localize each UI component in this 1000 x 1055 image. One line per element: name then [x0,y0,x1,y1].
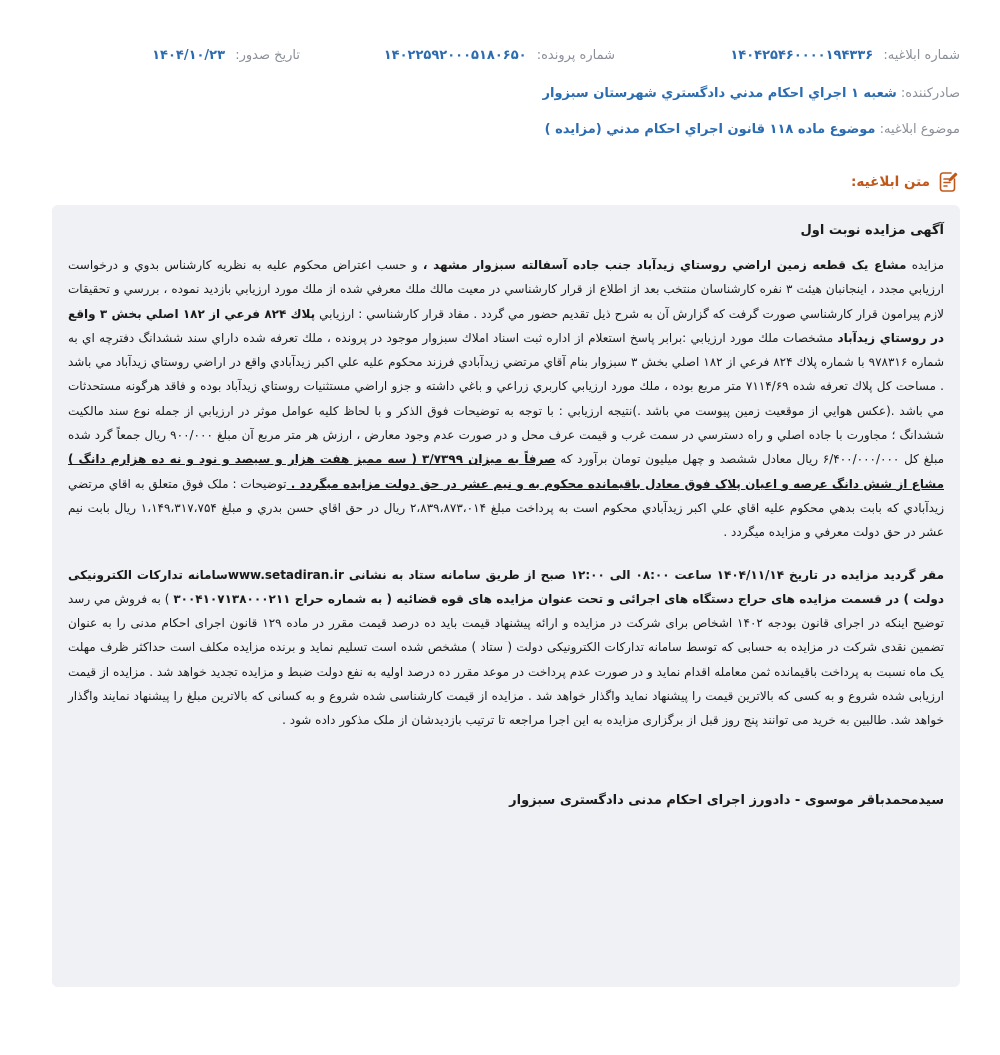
document-edit-icon [936,170,960,194]
p1-text-4: توضيحات : ملک فوق متعلق به اقاي مرتضي زيدآبادي که بابت بدهي محکوم عليه اقاي علي اکبر زيدآبادي محکوم است به پرداخت مبلغ ۲،۸۳۹،۸۷۳،۰۱۴ ريال در حق اقاي حسن بدري و مبلغ ۱،۱۴۹،۳۱۷،۷۵۴ ريال بابت نيم عشر در حق دولت معرفي و مزايده ميگردد . [68,476,945,540]
issue-date [152,48,300,63]
notice-meta-row [40,48,960,70]
case-number-label: شماره پرونده: [536,48,615,63]
notice-paragraph-1 [68,253,944,545]
notice-body [52,205,960,987]
p1-text-2: و حسب اعتراض محكوم عليه به نظريه كارشناس بدوي و درخواست ارزيابي مجدد ، اينجانبان هيئت ۳ نفره كارشناسان منتخب بعد از اطلاع از قرار كارشناسي در معيت مالك ملك معرفي شده از ملك مورد ارزيابي بازديد نموده ، بررسي و تحقيقات لازم پيرامون قرار كارشناسي صورت گرفت كه گزارش آن به شرح ذيل تقديم حضور مي گردد . مفاد قرار كارشناسي : ارزيابي [68,258,944,321]
notice-number-label: شماره ابلاغیه: [883,48,960,63]
notice-paragraph-2 [68,563,944,733]
subject-value: موضوع ماده ۱۱۸ قانون اجراي احكام مدني (مزايده ) [544,122,876,137]
notice-number [730,48,960,63]
p1-text-3: مشخصات ملك مورد ارزيابي :برابر پاسخ استعلام از اداره ثبت اسناد املاك سبزوار موجود در پرونده ، ملك تعرفه شده داراي سند ششدانگ دفترچه اي به شماره ۹۷۸۳۱۶ با شماره پلاك ۸۲۴ فرعي از ۱۸۲ اصلي بخش ۳ سبزوار بنام آقاي مرتضي زيدآبادي فرزند محكوم عليه علي اكبر زيدآبادي واقع در اراضي روستاي زيدآباد مي باشد . مساحت كل پلاك تعرفه شده ۷۱۱۴/۶۹ متر مربع بوده ، ملك مورد ارزيابي كاربري زراعي و باغي داشته و جزو اراضي مستثنيات روستاي زيدآباد بوده و فاقد هرگونه مستحدثات مي باشد .(عكس هوايي از موقعيت زمين پيوست مي باشد .)نتيجه ارزيابي : با توجه به توضيحات فوق الذكر و با لحاظ كليه عوامل موثر در ارزيابي از جمله نوع سند مالكيت ششدانگ ؛ مجاورت با جاده اصلي و راه دسترسي در سمت غرب و قيمت عرف محل و در صورت عدم وجود معارض ، ارزش هر متر مربع آن مبلغ ۹۰۰/۰۰۰ ريال جمعاً گرد شده مبلغ كل ۶/۴۰۰/۰۰۰/۰۰۰ ريال معادل ششصد و چهل ميليون تومان برآورد كه [68,330,945,467]
issuer-label: صادرکننده: [900,86,960,101]
signature: سیدمحمدباقر موسوی - دادورز اجرای احکام مدنی دادگستری سبزوار [509,792,944,808]
subject-line [545,122,960,137]
p2-text: ) به فروش مي رسد توضيح اينکه در اجرای قانون بودجه ۱۴۰۲ اشخاص برای شرکت در مزايده و ارائه پيشنهاد قيمت بايد ده درصد قيمت مقرر در ماده ۱۲۹ قانون اجرای احکام مدنی را به عنوان تضمين نقدی شرکت در مزايده به حسابی که توسط سامانه تدارکات الکترونيکی دولت ( ستاد ) مشخص شده است تسليم نمايد و برنده مزايده مکلف است حداکثر ظرف مهلت يک ماه نسبت به پرداخت باقيمانده ثمن معامله اقدام نمايد و در صورت عدم پرداخت در موعد مقرر ده درصد اوليه به نفع دولت ضبط و مزايده تجديد خواهد شد . مزايده از قيمت ارزيابی شده شروع و به کسی که بالاترين قيمت را پيشنهاد نمايد واگذار خواهد شد . مزايده از قيمت کارشناسی شده شروع و به کسانی که بالاترين مبلغ را پيشنهاد نمايند واگذار خواهد شد. طالبين به خريد می توانند پنج روز قبل از برگزاری مزايده به اين اجرا مراجعه تا ترتيب بازديدشان از ملک مذکور داده شود . [68,591,944,728]
notice-number-value: ۱۴۰۴۲۵۴۶۰۰۰۰۱۹۴۳۳۶ [730,48,874,63]
p1-bold-plot: پلاك ۸۲۴ فرعي از ۱۸۲ اصلي بخش ۳ واقع در روستاي زيدآباد [68,306,945,345]
notice-text-heading [851,170,960,194]
p1-text-1: مزايده [906,258,944,272]
p1-bold-location: مشاع يک قطعه زمين اراضي روستاي زيدآباد جنب جاده آسفالته سبزوار مشهد ، [422,258,907,272]
issuer-value: شعبه ۱ اجراي احكام مدني دادگستري شهرستان سبزوار [542,86,897,101]
case-number [384,48,615,63]
issuer-line [543,86,961,101]
issue-date-label: تاریخ صدور: [235,48,300,63]
auction-title: آگهی مزایده نوبت اول [800,223,944,238]
notice-text-title: متن ابلاغیه: [851,174,930,190]
case-number-value: ۱۴۰۲۲۵۹۲۰۰۰۵۱۸۰۶۵۰ [383,48,527,63]
p2-bold-date: مقر گرديد مزايده در تاريخ ۱۴۰۴/۱۱/۱۴ ساعت ۰۸:۰۰ الی ۱۲:۰۰ صبح از طريق سامانه ستاد به نشانی www.setadiran.irسامانه تدارکات الکترونيکی دولت ) در قسمت مزايده های حراج دستگاه های اجرائی و تحت عنوان مزايده های قوه قضائيه ( به شماره حراج ۳۰۰۴۱۰۷۱۳۸۰۰۰۲۱۱ [68,567,945,606]
p1-bold-share: صرفاً به ميزان ۳/۷۳۹۹ ( سه مميز هفت هزار و سيصد و نود و نه ده هزارم دانگ ) مشاع از شش دانگ عرصه و اعيان پلاک فوق معادل باقيمانده محکوم به و نيم عشر در حق دولت مزايده ميگردد . [68,452,944,491]
subject-label: موضوع ابلاغیه: [879,122,960,137]
issue-date-value: ۱۴۰۴/۱۰/۲۳ [152,48,226,63]
